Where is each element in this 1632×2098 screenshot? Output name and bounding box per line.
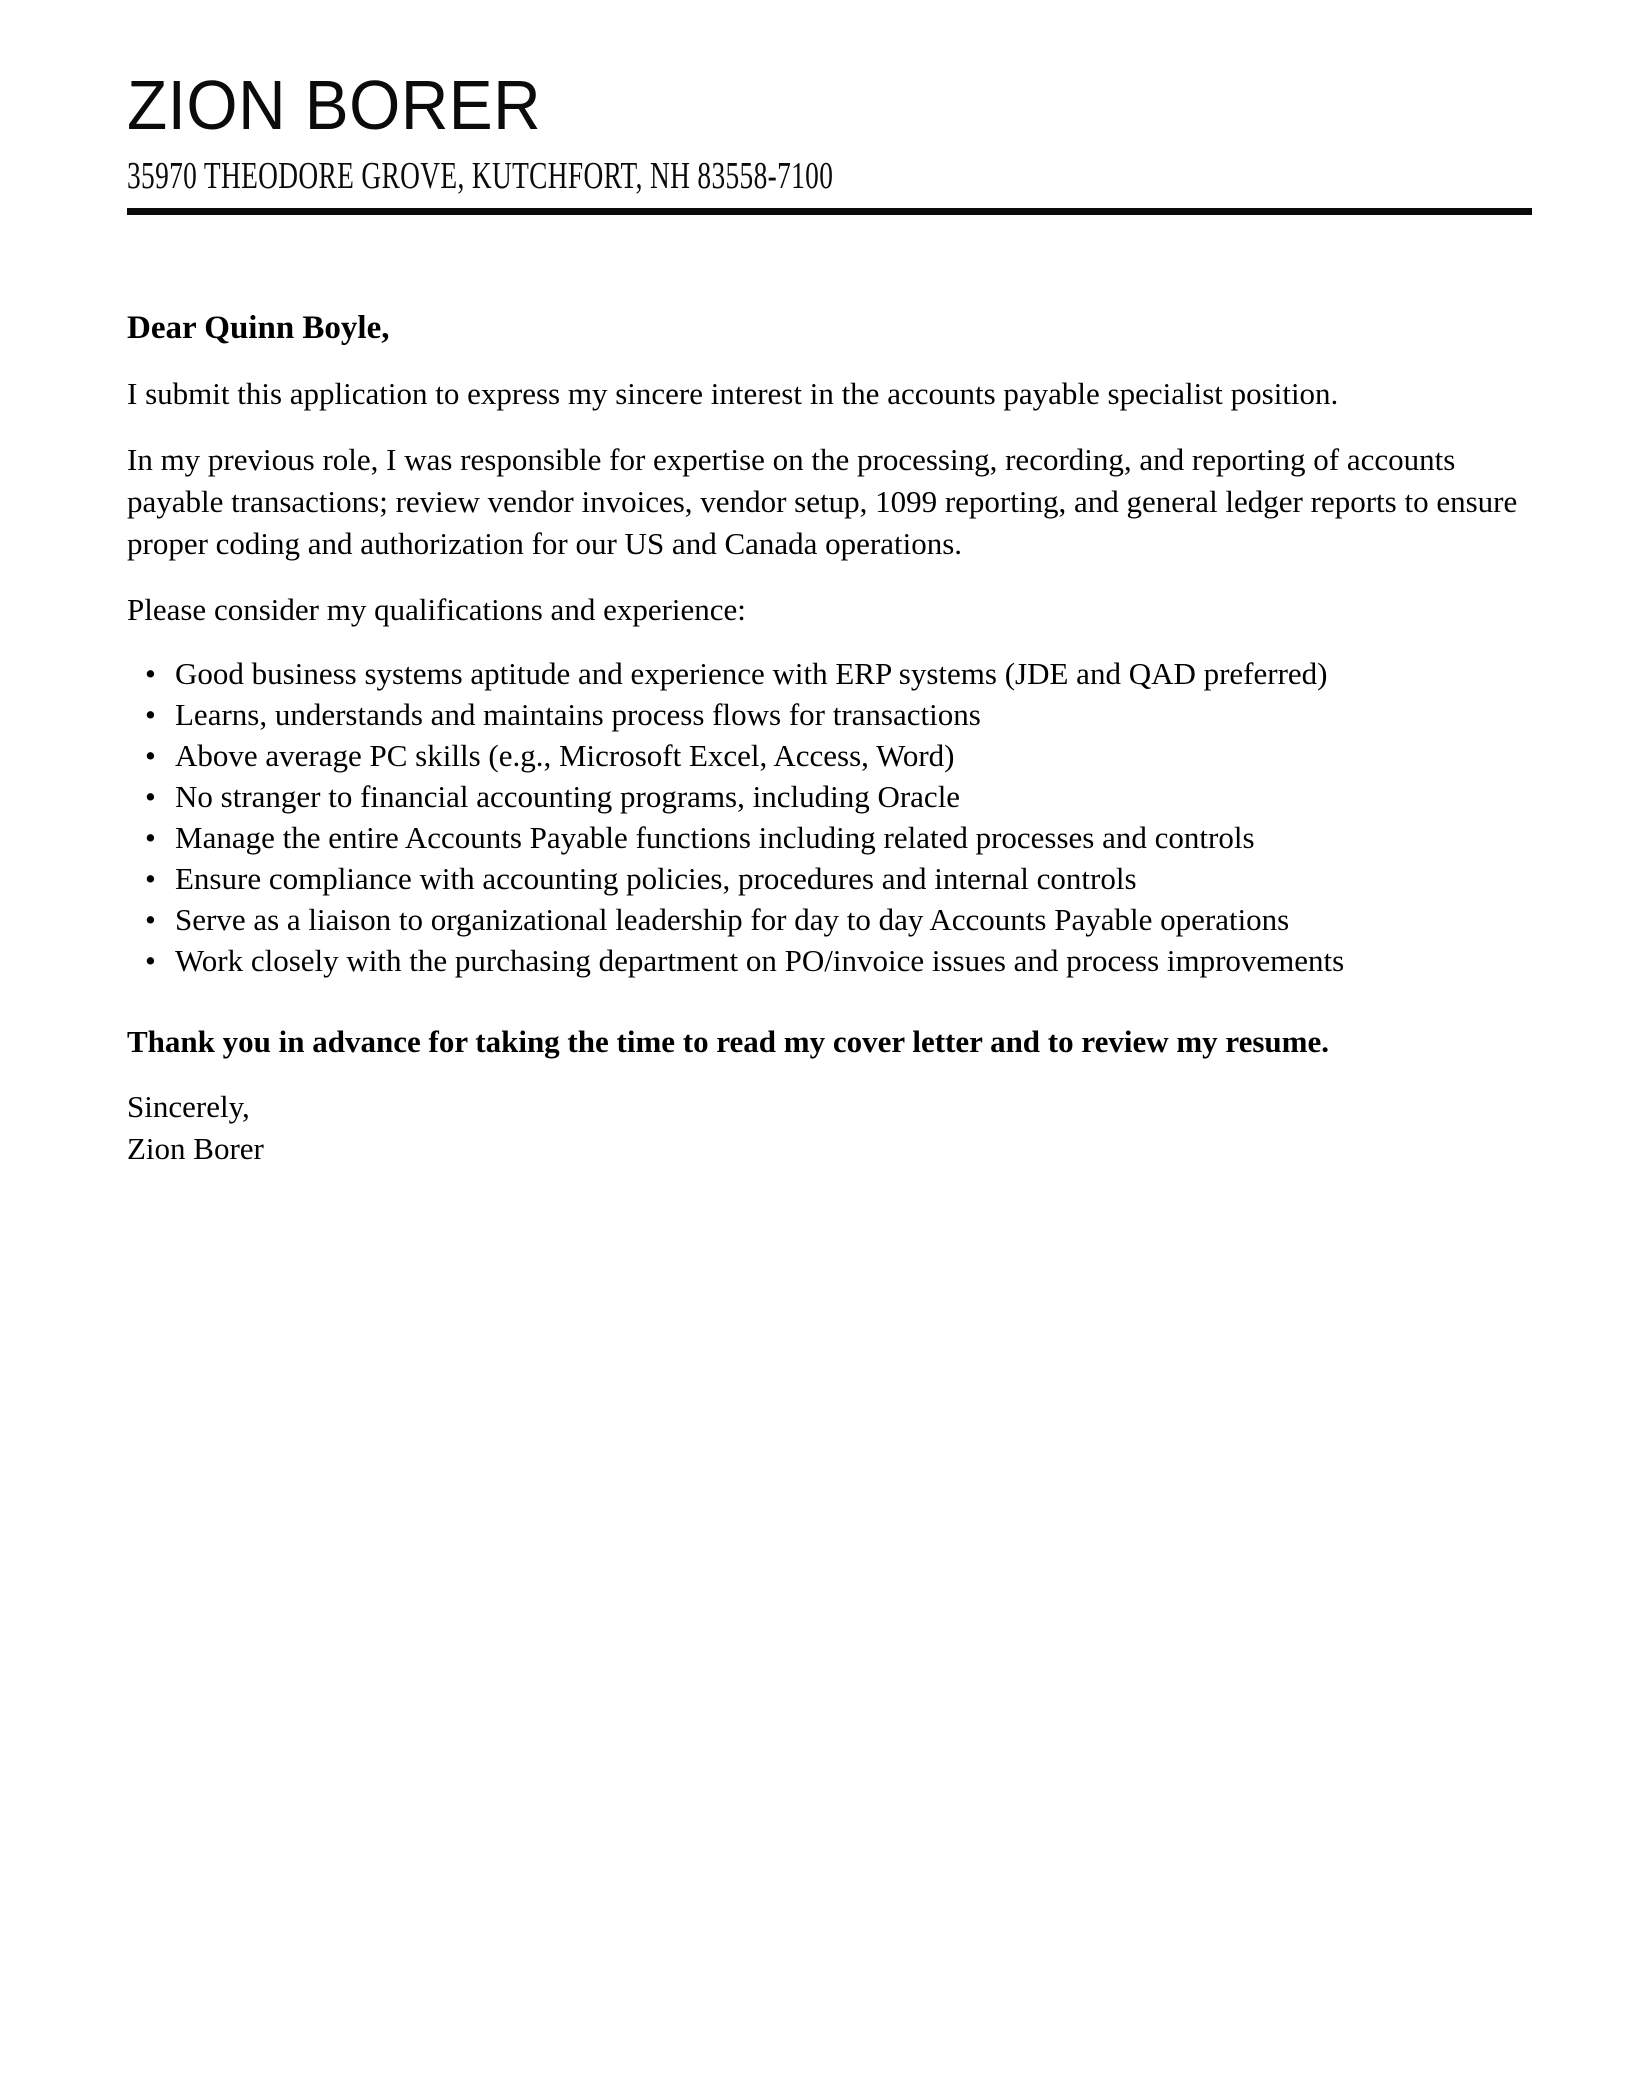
- bullet-icon: •: [145, 902, 156, 937]
- list-item: [127, 776, 1532, 817]
- list-item-text: Manage the entire Accounts Payable functions including related processes and controls: [175, 820, 1255, 855]
- signoff: Sincerely,: [127, 1089, 250, 1124]
- bullet-icon: •: [145, 697, 156, 732]
- list-item: [127, 817, 1532, 858]
- experience-paragraph: In my previous role, I was responsible for expertise on the processing, recording, and reporting of accounts payable transactions; review vendor invoices, vendor setup, 1099 reporting, and general ledger reports to ensure proper coding and authorization for our US and Canada operations.: [127, 442, 1518, 561]
- candidate-name-heading: ZION BORER: [127, 66, 542, 144]
- bullet-icon: •: [145, 656, 156, 691]
- list-item: [127, 899, 1532, 940]
- signature-name: Zion Borer: [127, 1131, 264, 1166]
- list-item-text: Good business systems aptitude and experience with ERP systems (JDE and QAD preferred): [175, 656, 1328, 691]
- letter-header: [127, 66, 1532, 215]
- list-item: [127, 694, 1532, 735]
- bullet-icon: •: [145, 861, 156, 896]
- list-item-text: Ensure compliance with accounting policies, procedures and internal controls: [175, 861, 1137, 896]
- bullet-icon: •: [145, 943, 156, 978]
- qualifications-intro: Please consider my qualifications and experience:: [127, 592, 746, 627]
- list-item: [127, 858, 1532, 899]
- list-item-text: Work closely with the purchasing department on PO/invoice issues and process improvements: [175, 943, 1345, 978]
- list-item-text: Serve as a liaison to organizational leadership for day to day Accounts Payable operations: [175, 902, 1290, 937]
- list-item: [127, 940, 1532, 981]
- greeting: Dear Quinn Boyle,: [127, 310, 390, 346]
- candidate-address: 35970 THEODORE GROVE, KUTCHFORT, NH 83558-7100: [127, 155, 834, 197]
- closing-paragraph: Thank you in advance for taking the time to read my cover letter and to review my resume.: [127, 1024, 1330, 1059]
- header-divider-rule: [127, 208, 1532, 215]
- bullet-icon: •: [145, 820, 156, 855]
- intro-paragraph: I submit this application to express my sincere interest in the accounts payable specialist position.: [127, 376, 1339, 411]
- list-item: [127, 653, 1532, 694]
- qualifications-list: [127, 653, 1532, 981]
- list-item: [127, 735, 1532, 776]
- signature-block: [127, 1086, 1532, 1170]
- bullet-icon: •: [145, 738, 156, 773]
- bullet-icon: •: [145, 779, 156, 814]
- list-item-text: No stranger to financial accounting programs, including Oracle: [175, 779, 961, 814]
- letter-body: [127, 307, 1532, 1170]
- list-item-text: Learns, understands and maintains process flows for transactions: [175, 697, 981, 732]
- list-item-text: Above average PC skills (e.g., Microsoft Excel, Access, Word): [175, 738, 955, 773]
